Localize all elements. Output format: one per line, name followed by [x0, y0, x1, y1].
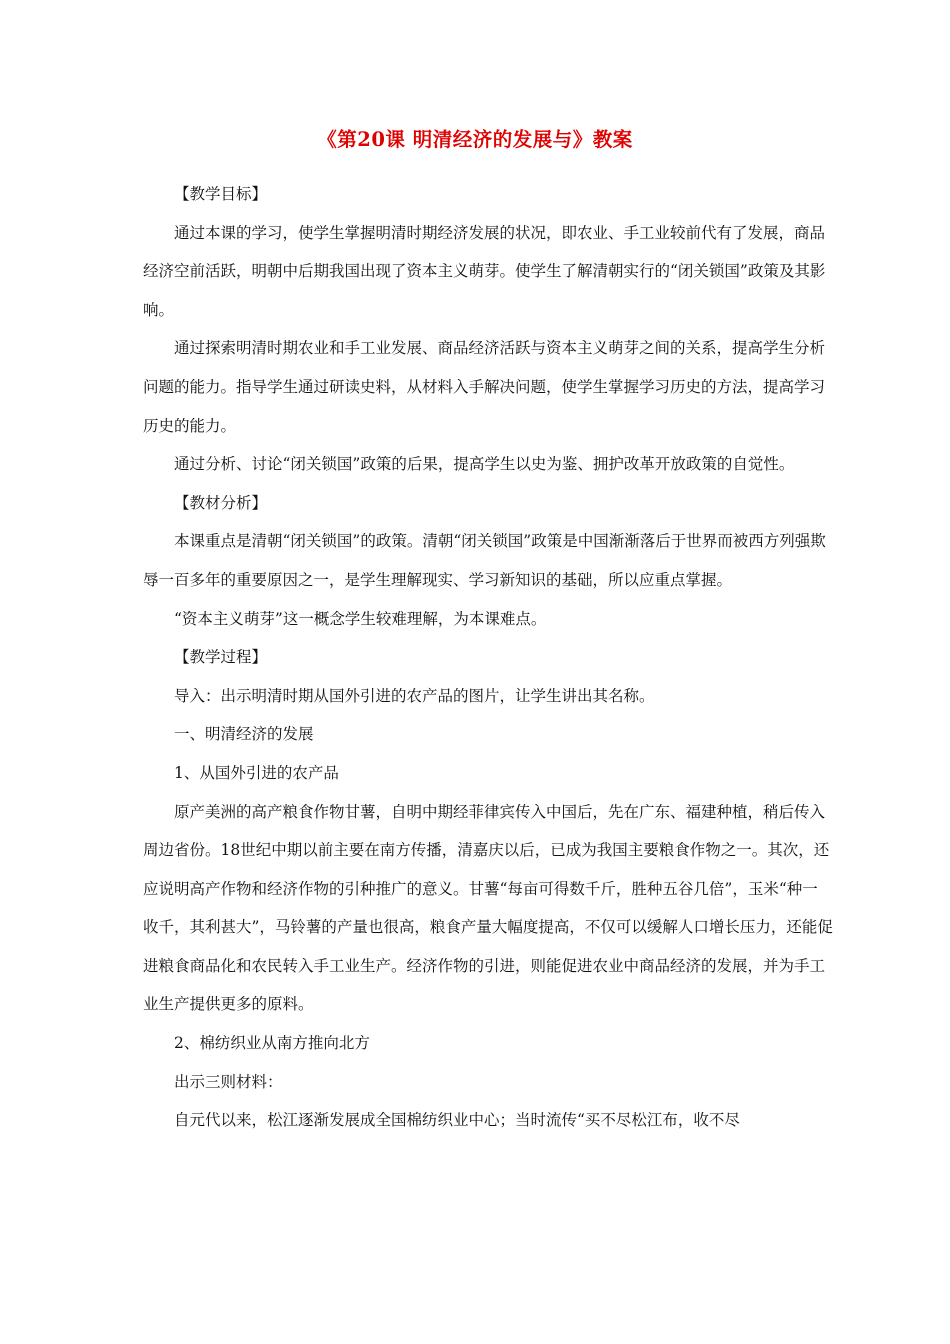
- paragraph: 本课重点是清朝“闭关锁国”的政策。清朝“闭关锁国”政策是中国渐渐落后于世界而被西方列强欺辱一百多年的重要原因之一，是学生理解现实、学习新知识的基础，所以应重点掌握。: [143, 532, 826, 589]
- paragraph: 出示三则材料：: [174, 1072, 283, 1091]
- paragraph: “资本主义萌芽”这一概念学生较难理解，为本课难点。: [174, 609, 547, 628]
- paragraph: 通过本课的学习，使学生掌握明清时期经济发展的状况，即农业、手工业较前代有了发展，商品经济空前活跃，明朝中后期我国出现了资本主义萌芽。使学生了解清朝实行的“闭关锁国”政策及其影响。: [143, 223, 826, 319]
- section-heading-process: 【教学过程】: [174, 648, 268, 667]
- subheading: 2、棉纺织业从南方推向北方: [174, 1034, 370, 1053]
- document-body: [143, 175, 833, 1140]
- section-heading-analysis: 【教材分析】: [174, 493, 268, 512]
- paragraph: 导入：出示明清时期从国外引进的农产品的图片，让学生讲出其名称。: [174, 686, 655, 705]
- subheading: 一、明清经济的发展: [174, 725, 314, 744]
- section-heading-objectives: 【教学目标】: [174, 185, 268, 203]
- document-title: 《第20课 明清经济的发展与》教案: [317, 128, 633, 151]
- paragraph: 通过探索明清时期农业和手工业发展、商品经济活跃与资本主义萌芽之间的关系，提高学生分析问题的能力。指导学生通过研读史料，从材料入手解决问题，使学生掌握学习历史的方法，提高学习历史的能力。: [143, 339, 826, 435]
- paragraph: 自元代以来，松江逐渐发展成全国棉纺织业中心；当时流传“买不尽松江布，收不尽: [174, 1111, 740, 1130]
- paragraph: 原产美洲的高产粮食作物甘薯，自明中期经菲律宾传入中国后，先在广东、福建种植，稍后传入周边省份。18世纪中期以前主要在南方传播，清嘉庆以后，已成为我国主要粮食作物之一。其次，还应说明高产作物和经济作物的引种推广的意义。甘薯“每亩可得数千斤，胜种五谷几倍”，玉米“种一收千，其利甚大”，马铃薯的产量也很高，粮食产量大幅度提高，不仅可以缓解人口增长压力，还能促进粮食商品化和农民转入手工业生产。经济作物的引进，则能促进农业中商品经济的发展，并为手工业生产提供更多的原料。: [143, 802, 833, 1014]
- paragraph: 通过分析、讨论“闭关锁国”政策的后果，提高学生以史为鉴、拥护改革开放政策的自觉性。: [174, 455, 795, 474]
- subheading: 1、从国外引进的农产品: [174, 763, 339, 782]
